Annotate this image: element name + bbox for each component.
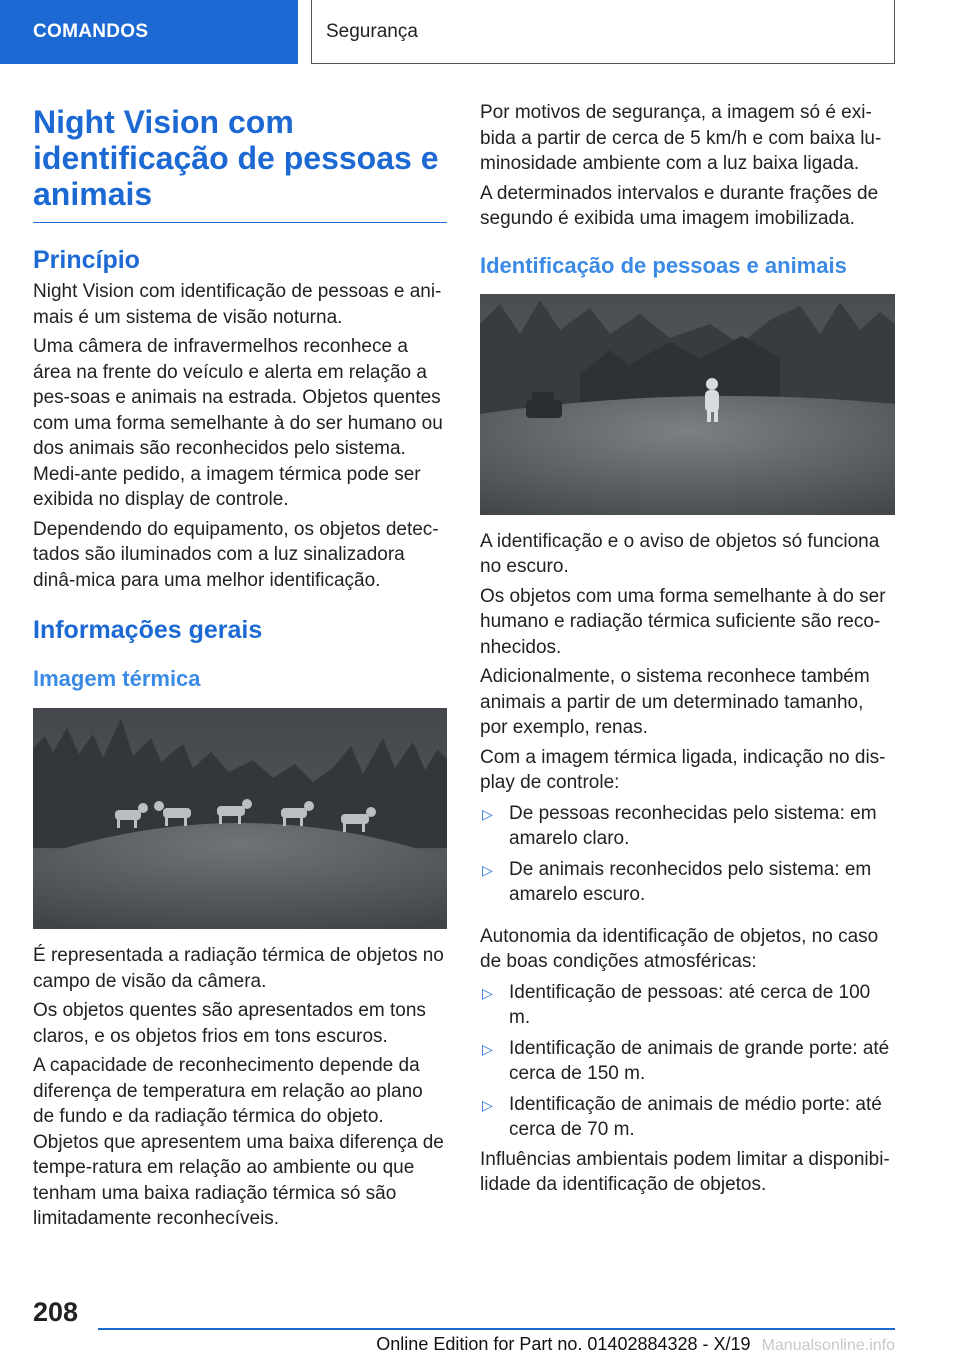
list-item: ▷ Identificação de animais de grande porte: até cerca de 150 m. bbox=[482, 1037, 890, 1084]
paragraph: Os objetos com uma forma semelhante à do ser humano e radiação térmica suficiente são reco-nhecidos. bbox=[480, 585, 886, 658]
chapter-header bbox=[311, 0, 895, 64]
list-item: ▷ Identificação de animais de médio porte: até cerca de 70 m. bbox=[482, 1093, 882, 1140]
right-column bbox=[480, 100, 895, 1198]
list-item: ▷ De pessoas reconhecidas pelo sistema: em amarelo claro. bbox=[482, 802, 877, 849]
footer-rule bbox=[98, 1328, 895, 1330]
thermal-image-person-figure bbox=[480, 294, 895, 515]
page-title: Night Vision com identificação de pessoas e animais bbox=[33, 104, 447, 223]
paragraph: Autonomia da identificação de objetos, no caso de boas condições atmosféricas: bbox=[480, 925, 879, 972]
triangle-right-icon: ▷ bbox=[482, 1040, 493, 1057]
triangle-right-icon: ▷ bbox=[482, 984, 493, 1001]
paragraph: A identificação e o aviso de objetos só funciona no escuro. bbox=[480, 530, 880, 577]
watermark: Manualsonline.info bbox=[761, 1337, 895, 1354]
left-column bbox=[33, 104, 447, 1232]
triangle-right-icon: ▷ bbox=[482, 1096, 493, 1113]
bullet-list-display bbox=[480, 801, 895, 908]
paragraph: Os objetos quentes são apresentados em tons claros, e os objetos frios em tons escuros. bbox=[33, 1000, 426, 1047]
footer-edition bbox=[310, 1334, 895, 1355]
heading-identificacao: Identificação de pessoas e animais bbox=[480, 252, 847, 278]
chapter-title: Segurança bbox=[326, 20, 418, 42]
paragraph: É representada a radiação térmica de objetos no campo de visão da câmera. bbox=[33, 945, 444, 992]
thermal-image-animals-figure bbox=[33, 708, 447, 929]
page-number: 208 bbox=[33, 1297, 79, 1327]
heading-imagem-termica: Imagem térmica bbox=[33, 666, 201, 691]
triangle-right-icon: ▷ bbox=[482, 861, 493, 878]
section-tab: COMANDOS bbox=[0, 0, 298, 64]
paragraph: A capacidade de reconhecimento depende da diferença de temperatura em relação ao plano de fundo e da radiação térmica do objeto. Objetos que apresentem uma baixa diferença de tempe-ratura em relação ao ambiente ou que tenham uma baixa radiação térmica só são limitadamente reconhecíveis. bbox=[33, 1055, 444, 1229]
paragraph: Night Vision com identificação de pessoas e ani-mais é um sistema de visão noturna. bbox=[33, 281, 442, 328]
paragraph: A determinados intervalos e durante frações de segundo é exibida uma imagem imobilizada. bbox=[480, 182, 879, 229]
paragraph: Influências ambientais podem limitar a disponibi-lidade da identificação de objetos. bbox=[480, 1148, 890, 1195]
triangle-right-icon: ▷ bbox=[482, 805, 493, 822]
paragraph: Adicionalmente, o sistema reconhece também animais a partir de um determinado tamanho, por exemplo, renas. bbox=[480, 666, 870, 738]
list-item: ▷ Identificação de pessoas: até cerca de 100 m. bbox=[482, 981, 871, 1028]
paragraph: Uma câmera de infravermelhos reconhece a área na frente do veículo e alerta em relação a pes-soas e animais na estrada. Objetos quentes com uma forma semelhante à do ser humano ou dos animais são reconhecidos pelo sistema. Medi-ante pedido, a imagem térmica pode ser exibida no display de controle. bbox=[33, 336, 443, 510]
heading-principio: Princípio bbox=[33, 246, 140, 274]
paragraph: Com a imagem térmica ligada, indicação no dis-play de controle: bbox=[480, 746, 886, 793]
list-item: ▷ De animais reconhecidos pelo sistema: em amarelo escuro. bbox=[482, 858, 872, 905]
paragraph: Dependendo do equipamento, os objetos detec-tados são iluminados com a luz sinalizadora dinâ-mica para uma melhor identificação. bbox=[33, 518, 439, 591]
paragraph: Por motivos de segurança, a imagem só é exi-bida a partir de cerca de 5 km/h e com baixa lu-minosidade ambiente com a luz baixa ligada. bbox=[480, 102, 882, 174]
heading-informacoes-gerais: Informações gerais bbox=[33, 616, 263, 644]
edition-text: Online Edition for Part no. 01402884328 - X/19 bbox=[376, 1334, 751, 1354]
bullet-list-range bbox=[480, 980, 895, 1143]
